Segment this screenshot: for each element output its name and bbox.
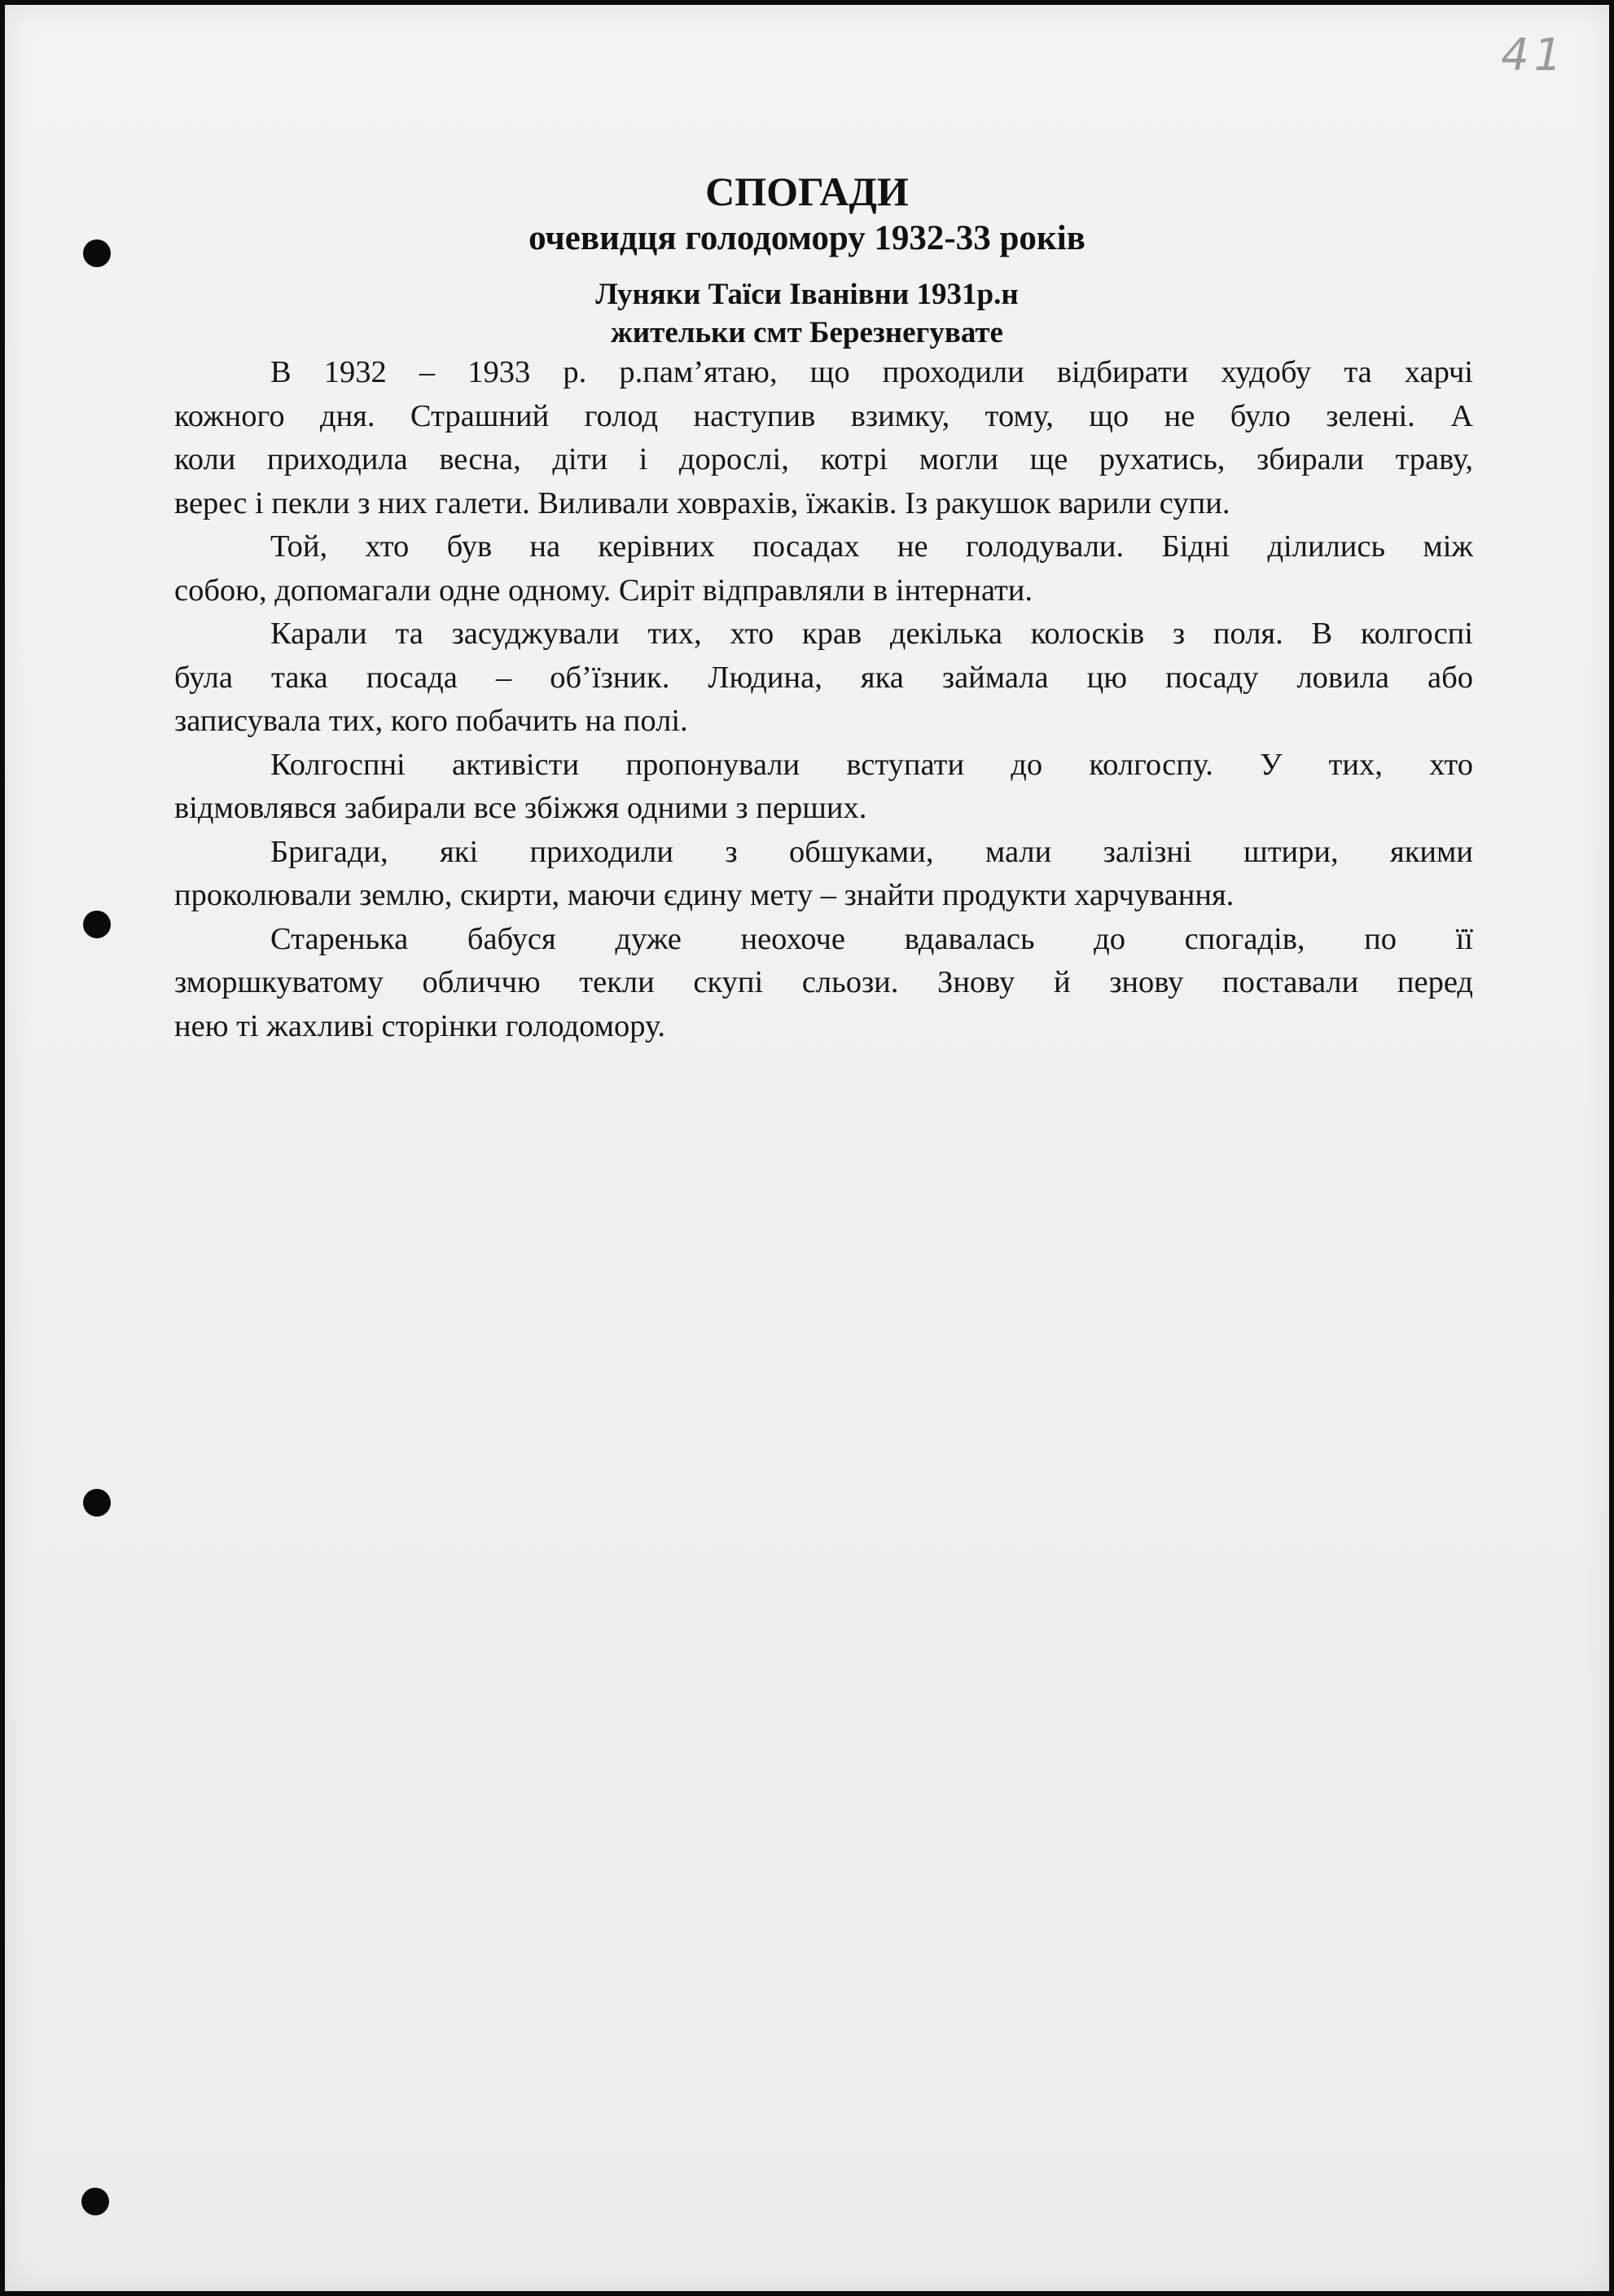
text-line: відмовлявся забирали все збіжжя одними з перших. [174,791,867,825]
text-line: собою, допомагали одне одному. Сиріт відправляли в інтернати. [174,573,1033,608]
document-subtitle: очевидця голодомору 1932-33 років [528,219,1086,257]
punch-hole-icon [83,911,111,938]
text-line: Старенька бабуся дуже неохоче вдавалась до спогадів, по її [270,921,1473,956]
paragraph [174,918,1473,1049]
text-line: Карали та засуджували тих, хто крав декілька колосків з поля. В колгоспі [270,617,1473,651]
text-line: Колгоспні активісти пропонували вступати до колгоспу. У тих, хто [270,747,1473,782]
text-line: нею ті жахливі сторінки голодомору. [174,1008,666,1043]
paragraph [174,831,1473,918]
text-line: Той, хто був на керівних посадах не голодували. Бідні ділились між [270,529,1473,564]
document-title: СПОГАДИ [705,169,909,214]
paragraph [174,744,1473,831]
paragraph [174,525,1473,612]
punch-hole-icon [81,2188,109,2215]
text-line: Бригади, які приходили з обшуками, мали залізні штири, якими [270,834,1473,869]
text-line: була така посада – об’їзник. Людина, яка займала цю посаду ловила або [174,660,1473,695]
witness-name: Луняки Таїси Іванівни 1931р.н [595,278,1019,311]
text-line: кожного дня. Страшний голод наступив взимку, тому, що не було зелені. А [174,398,1473,433]
text-line: зморшкуватому обличчю текли скупі сльози. Знову й знову поставали перед [174,965,1473,999]
paragraph [174,612,1473,744]
text-line: записувала тих, кого побачить на полі. [174,704,688,738]
handwritten-page-number: 41 [1501,29,1567,81]
witness-residence: жительки смт Березнегувате [611,316,1003,349]
document-page [5,5,1609,2291]
memoir-body [174,351,1473,1048]
paragraph [174,351,1473,525]
text-line: В 1932 – 1933 р. р.пам’ятаю, що проходили відбирати худобу та харчі [270,355,1473,389]
text-line: проколювали землю, скирти, маючи єдину мету – знайти продукти харчування. [174,878,1235,912]
punch-hole-icon [83,1489,111,1517]
text-line: верес і пекли з них галети. Виливали ховрахів, їжаків. Із ракушок варили супи. [174,485,1230,520]
text-line: коли приходила весна, діти і дорослі, котрі могли ще рухатись, збирали траву, [174,442,1473,476]
